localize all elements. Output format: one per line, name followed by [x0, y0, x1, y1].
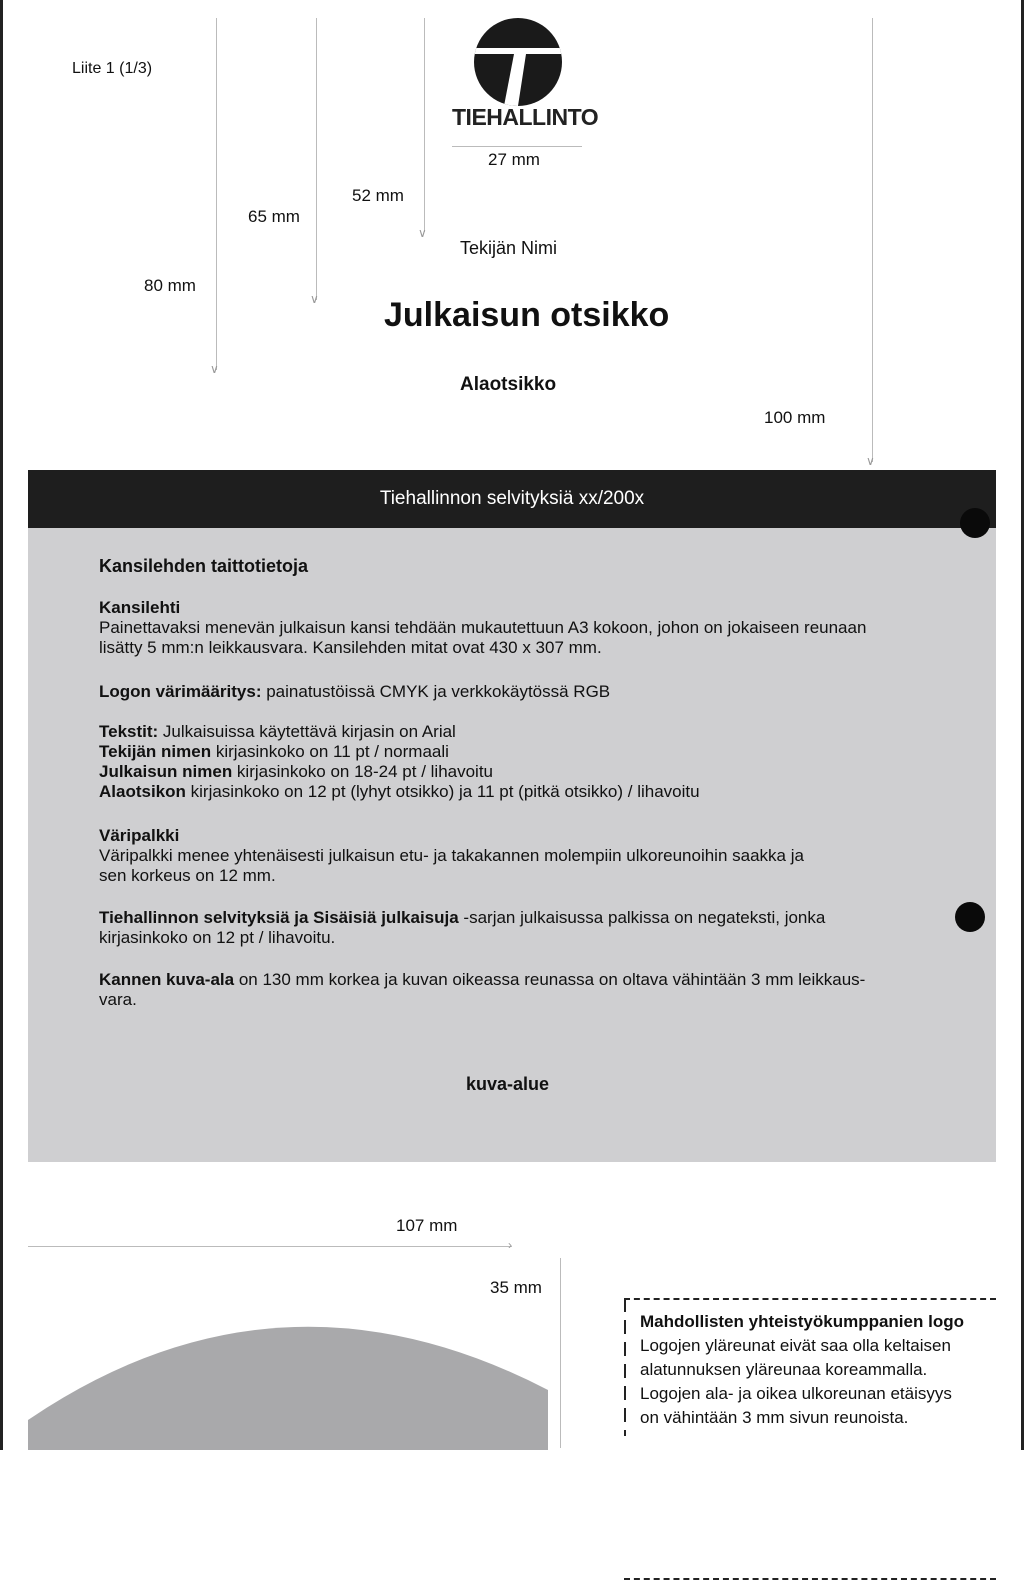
author-size-label: Tekijän nimen: [99, 742, 212, 761]
subtitle-size-text: kirjasinkoko on 12 pt (lyhyt otsikko) ja 11 pt (pitkä otsikko) / lihavoitu: [185, 782, 700, 801]
kansilehti-line: lisätty 5 mm:n leikkausvara. Kansilehden mitat ovat 430 x 307 mm.: [99, 638, 602, 657]
logo-color-text: painatustöissä CMYK ja verkkokäytössä RGB: [261, 682, 611, 701]
partner-box-left-border: [624, 1298, 626, 1436]
guide-line-80mm: [216, 18, 217, 370]
logo-color-section: [99, 682, 939, 702]
arrow-down-icon: ∨: [866, 454, 875, 468]
partner-box-title: Mahdollisten yhteistyökumppanien logo: [640, 1312, 964, 1331]
colorbar-title: Väripalkki: [99, 826, 180, 845]
dimension-107mm: 107 mm: [396, 1216, 458, 1235]
image-area-label: Kannen kuva-ala: [99, 970, 235, 989]
image-area-section: [99, 970, 939, 1010]
image-area-placeholder: kuva-alue: [466, 1074, 550, 1094]
partner-box-top-border: [624, 1298, 996, 1300]
dimension-35mm: 35 mm: [490, 1278, 542, 1297]
logo-wordmark: TIEHALLINTO: [452, 104, 599, 130]
dimension-80mm: 80 mm: [144, 276, 196, 295]
arrow-right-icon: ›: [508, 1238, 512, 1252]
dimension-100mm: 100 mm: [764, 408, 826, 427]
dimension-27mm: 27 mm: [488, 150, 540, 169]
logo-width-arrow: [452, 146, 582, 147]
logo-color-label: Logon värimääritys:: [99, 682, 262, 701]
frame-left-border: [0, 0, 3, 1450]
pubname-size-text: kirjasinkoko on 18-24 pt / lihavoitu: [232, 762, 494, 781]
series-bar-text: Tiehallinnon selvityksiä xx/200x: [379, 488, 645, 509]
width-arrow-107mm: [28, 1246, 512, 1247]
series-text: -sarjan julkaisussa palkissa on negateksti, jonka: [458, 908, 826, 927]
author-name: Tekijän Nimi: [460, 238, 558, 258]
guide-line-52mm: [424, 18, 425, 232]
arrow-down-icon: ∨: [310, 292, 319, 306]
kansilehti-section: [99, 598, 939, 658]
series-color-bar: [28, 470, 996, 528]
dimension-65mm: 65 mm: [248, 207, 300, 226]
subtitle: Alaotsikko: [460, 374, 557, 395]
kansilehti-line: Painettavaksi menevän julkaisun kansi tehdään mukautettuun A3 kokoon, johon on jokaiseen reunaan: [99, 618, 867, 637]
tiehallinto-logo-icon: [474, 18, 562, 106]
subtitle-size-label: Alaotsikon: [99, 782, 186, 801]
image-area-line: vara.: [99, 990, 137, 1009]
series-line: kirjasinkoko on 12 pt / lihavoitu.: [99, 928, 336, 947]
series-section: [99, 908, 939, 948]
registration-dot: [955, 902, 985, 932]
image-area-text: on 130 mm korkea ja kuvan oikeassa reunassa on oltava vähintään 3 mm leikkaus-: [234, 970, 866, 989]
texts-label: Tekstit:: [99, 722, 159, 741]
guide-line-65mm: [316, 18, 317, 300]
registration-dot: [960, 508, 990, 538]
page-label: Liite 1 (1/3): [72, 60, 153, 77]
texts-section: [99, 722, 939, 802]
partner-box-line: on vähintään 3 mm sivun reunoista.: [640, 1408, 909, 1427]
colorbar-line: Väripalkki menee yhtenäisesti julkaisun etu- ja takakannen molempiin ulkoreunoihin saakka ja: [99, 846, 804, 865]
arrow-down-icon: ∨: [210, 362, 219, 376]
colorbar-section: [99, 826, 939, 886]
partner-box-line: Logojen yläreunat eivät saa olla keltaisen: [640, 1336, 951, 1355]
partner-box-line: alatunnuksen yläreunaa koreammalla.: [640, 1360, 928, 1379]
dimension-52mm: 52 mm: [352, 186, 404, 205]
series-label: Tiehallinnon selvityksiä ja Sisäisiä julkaisuja: [99, 908, 459, 927]
layout-info-heading: Kansilehden taittotietoja: [99, 556, 309, 576]
colorbar-line: sen korkeus on 12 mm.: [99, 866, 276, 885]
cover-circle-segment: [28, 1270, 568, 1450]
guide-line-100mm: [872, 18, 873, 462]
texts-text: Julkaisuissa käytettävä kirjasin on Arial: [158, 722, 456, 741]
page-title: Julkaisun otsikko: [384, 296, 670, 334]
kansilehti-title: Kansilehti: [99, 598, 181, 617]
arrow-down-icon: ∨: [418, 226, 427, 240]
partner-box-line: Logojen ala- ja oikea ulkoreunan etäisyys: [640, 1384, 952, 1403]
pubname-size-label: Julkaisun nimen: [99, 762, 233, 781]
author-size-text: kirjasinkoko on 11 pt / normaali: [211, 742, 449, 761]
